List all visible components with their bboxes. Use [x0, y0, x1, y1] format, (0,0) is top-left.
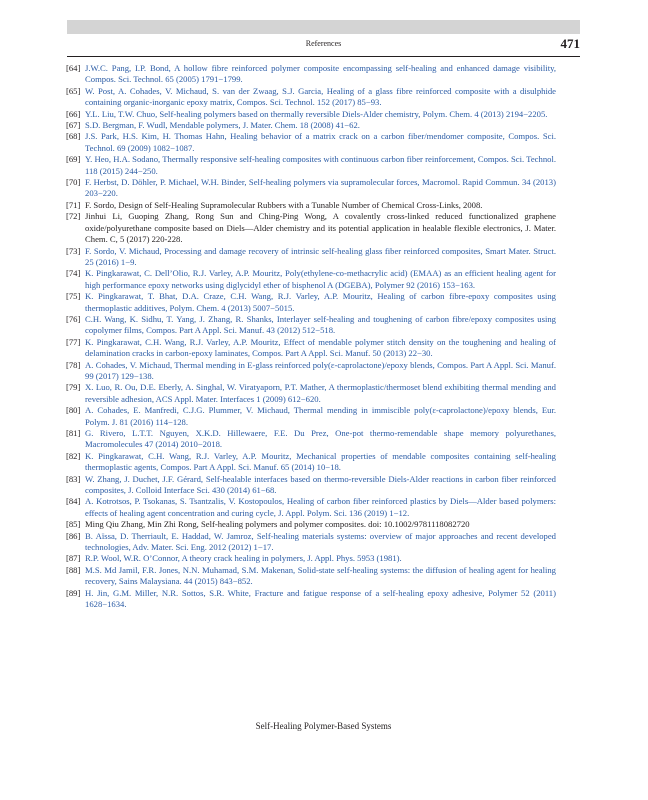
reference-number: [67] [66, 120, 81, 131]
reference-number: [82] [66, 450, 81, 461]
reference-text: Jinhui Li, Guoping Zhang, Rong Sun and Ching-Ping Wong, A covalently cross-linked reduced functionalized graphene oxide/polyurethane composite based on Diels—Alder chemistry and its potential application in healable flexible electronics, J. Mater. Chem. C, 5 (2017) 220-228. [85, 211, 556, 245]
reference-item[interactable] [66, 291, 556, 314]
reference-text[interactable]: J.S. Park, H.S. Kim, H. Thomas Hahn, Healing behavior of a matrix crack on a carbon fiber/mendomer composite, Compos. Sci. Technol. 69 (2009) 1082−1087. [85, 131, 556, 153]
book-title-footer: Self-Healing Polymer-Based Systems [255, 721, 392, 731]
reference-number: [87] [66, 553, 81, 564]
reference-item[interactable] [66, 405, 556, 428]
reference-item[interactable] [66, 268, 556, 291]
reference-item[interactable] [66, 86, 556, 109]
reference-number: [80] [66, 405, 81, 416]
reference-number: [83] [66, 473, 81, 484]
reference-text[interactable]: J.W.C. Pang, I.P. Bond, A hollow fibre reinforced polymer composite encompassing self-healing and enhanced damage visibility, Compos. Sci. Technol. 65 (2005) 1791−1799. [85, 63, 556, 85]
reference-item[interactable] [66, 553, 556, 564]
header-bar [67, 20, 580, 34]
reference-item[interactable] [66, 120, 556, 131]
reference-number: [73] [66, 245, 81, 256]
reference-text[interactable]: X. Luo, R. Ou, D.E. Eberly, A. Singhal, W. Viratyaporn, P.T. Mather, A thermoplastic/thermoset blend exhibiting thermal mending and reversible adhesion, ACS Appl. Mater. Interfaces 1 (2009) 612−620. [85, 382, 556, 404]
reference-number: [79] [66, 382, 81, 393]
reference-number: [77] [66, 336, 81, 347]
reference-text[interactable]: W. Zhang, J. Duchet, J.F. Gérard, Self-healable interfaces based on thermo-reversible Diels-Alder reactions in carbon fiber reinforced composites, J. Colloid Interface Sci. 430 (2014) 61−68. [85, 473, 556, 496]
reference-list [66, 63, 556, 611]
reference-item[interactable] [66, 474, 556, 497]
reference-item[interactable] [66, 451, 556, 474]
reference-number: [74] [66, 268, 81, 279]
reference-item [66, 211, 556, 245]
reference-text[interactable]: K. Pingkarawat, T. Bhat, D.A. Craze, C.H. Wang, R.J. Varley, A.P. Mouritz, Healing of carbon fibre-epoxy composites using thermoplastic additives, Polym. Chem. 4 (2013) 5007−5015. [85, 291, 556, 313]
reference-text[interactable]: K. Pingkarawat, C. Dell’Olio, R.J. Varley, A.P. Mouritz, Poly(ethylene-co-methacrylic acid) (EMAA) as an efficient healing agent for high performance epoxy networks using diglycidyl ether of bisphenol A (DGEBA), Polymer 92 (2016) 153−163. [85, 268, 556, 290]
reference-number: [88] [66, 564, 81, 575]
reference-item[interactable] [66, 63, 556, 86]
reference-text[interactable]: A. Cohades, V. Michaud, Thermal mending in E-glass reinforced poly(ε-caprolactone)/epoxy blends, Compos. Part A Appl. Sci. Manuf. 99 (2017) 129−138. [85, 359, 556, 381]
reference-text[interactable]: M.S. Md Jamil, F.R. Jones, N.N. Muhamad, S.M. Makenan, Solid-state self-healing systems: the diffusion of healing agent for healing recovery, Sains Malaysiana. 44 (2015) 843−852. [85, 564, 556, 587]
reference-item [66, 519, 556, 530]
header-rule [67, 56, 580, 57]
reference-number: [65] [66, 85, 81, 96]
reference-item[interactable] [66, 428, 556, 451]
reference-number: [85] [66, 519, 81, 530]
reference-number: [81] [66, 428, 81, 438]
reference-text[interactable]: K. Pingkarawat, C.H. Wang, R.J. Varley, A.P. Mouritz, Effect of mendable polymer stitch density on the toughening and healing of delamination cracks in carbon-epoxy laminates, Compos. Part A Appl. Sci. Manuf. 50 (2013) 22−30. [85, 336, 556, 359]
reference-item[interactable] [66, 382, 556, 405]
reference-item[interactable] [66, 177, 556, 200]
reference-item[interactable] [66, 565, 556, 588]
reference-text[interactable]: K. Pingkarawat, C.H. Wang, R.J. Varley, A.P. Mouritz, Mechanical properties of mendable composites containing self-healing thermoplastic agents, Compos. Part A Appl. Sci. Manuf. 65 (2014) 10−18. [85, 450, 556, 473]
reference-item[interactable] [66, 131, 556, 154]
reference-text[interactable]: R.P. Wool, W.R. O’Connor, A theory crack healing in polymers, J. Appl. Phys. 5953 (1981). [85, 553, 402, 564]
reference-number: [70] [66, 177, 81, 188]
reference-text[interactable]: F. Sordo, V. Michaud, Processing and damage recovery of intrinsic self-healing glass fiber reinforced composites, Smart Mater. Struct. 25 (2016) 1−9. [85, 245, 556, 267]
reference-text[interactable]: F. Herbst, D. Döhler, P. Michael, W.H. Binder, Self-healing polymers via supramolecular forces, Macromol. Rapid Commun. 34 (2013) 203−220. [85, 177, 556, 199]
reference-text: Ming Qiu Zhang, Min Zhi Rong, Self-healing polymers and polymer composites. doi: 10.1002/9781118082720 [85, 519, 470, 530]
reference-item [66, 200, 556, 211]
reference-number: [89] [66, 587, 81, 598]
reference-text[interactable]: C.H. Wang, K. Sidhu, T. Yang, J. Zhang, R. Shanks, Interlayer self-healing and toughening of carbon fibre/epoxy composites using copolymer films, Compos. Part A Appl. Sci. Manuf. 43 (2012) 512−518. [85, 313, 556, 336]
reference-item[interactable] [66, 314, 556, 337]
reference-number: [78] [66, 359, 81, 370]
reference-number: [72] [66, 211, 81, 222]
reference-item[interactable] [66, 531, 556, 554]
reference-item[interactable] [66, 246, 556, 269]
reference-number: [76] [66, 313, 81, 324]
reference-number: [86] [66, 530, 81, 541]
reference-number: [64] [66, 63, 81, 73]
reference-number: [71] [66, 199, 81, 210]
reference-number: [75] [66, 291, 81, 302]
reference-text[interactable]: B. Aïssa, D. Therriault, E. Haddad, W. Jamroz, Self-healing materials systems: overview of major approaches and recent developed technologies, Adv. Mater. Sci. Eng. 2012 (2012) 1−17. [85, 530, 556, 553]
reference-text[interactable]: S.D. Bergman, F. Wudl, Mendable polymers, J. Mater. Chem. 18 (2008) 41−62. [85, 120, 360, 131]
reference-text: F. Sordo, Design of Self-Healing Supramolecular Rubbers with a Tunable Number of Chemical Cross-Links, 2008. [85, 199, 483, 210]
reference-text[interactable]: A. Cohades, E. Manfredi, C.J.G. Plummer, V. Michaud, Thermal mending in immiscible poly(ε-caprolactone)/epoxy blends, Eur. Polym. J. 81 (2016) 114−128. [85, 405, 556, 427]
reference-number: [68] [66, 131, 81, 142]
reference-item[interactable] [66, 154, 556, 177]
reference-item[interactable] [66, 337, 556, 360]
reference-item[interactable] [66, 588, 556, 611]
reference-number: [69] [66, 154, 81, 165]
reference-text[interactable]: H. Jin, G.M. Miller, N.R. Sottos, S.R. White, Fracture and fatigue response of a self-healing epoxy adhesive, Polymer 52 (2011) 1628−1634. [85, 587, 556, 610]
reference-text[interactable]: Y.L. Liu, T.W. Chuo, Self-healing polymers based on thermally reversible Diels-Alder chemistry, Polym. Chem. 4 (2013) 2194−2205. [85, 108, 548, 119]
reference-text[interactable]: Y. Heo, H.A. Sodano, Thermally responsive self-healing composites with continuous carbon fiber reinforcement, Compos. Sci. Technol. 118 (2015) 244−250. [85, 154, 556, 176]
reference-text[interactable]: A. Kotrotsos, P. Tsokanas, S. Tsantzalis, V. Kostopoulos, Healing of carbon fiber reinforced plastics by Diels—Alder based polymers: effects of healing agent concentration and curing cycle, J. Appl. Polym. Sci. 136 (2019) 1−12. [85, 496, 556, 518]
running-head: References [305, 39, 342, 48]
reference-number: [66] [66, 108, 81, 119]
reference-item[interactable] [66, 109, 556, 120]
reference-text[interactable]: W. Post, A. Cohades, V. Michaud, S. van der Zwaag, S.J. Garcia, Healing of a glass fibre reinforced composite with a disulphide containing organic-inorganic epoxy matrix, Compos. Sci. Technol. 152 (2017) 85−93. [85, 85, 556, 108]
page-number: 471 [560, 36, 580, 51]
reference-number: [84] [66, 496, 81, 507]
reference-item[interactable] [66, 496, 556, 519]
reference-text[interactable]: G. Rivero, L.T.T. Nguyen, X.K.D. Hillewaere, F.E. Du Prez, One-pot thermo-remendable shape memory polyurethanes, Macromolecules 47 (2014) 2010−2018. [85, 428, 556, 450]
reference-item[interactable] [66, 360, 556, 383]
